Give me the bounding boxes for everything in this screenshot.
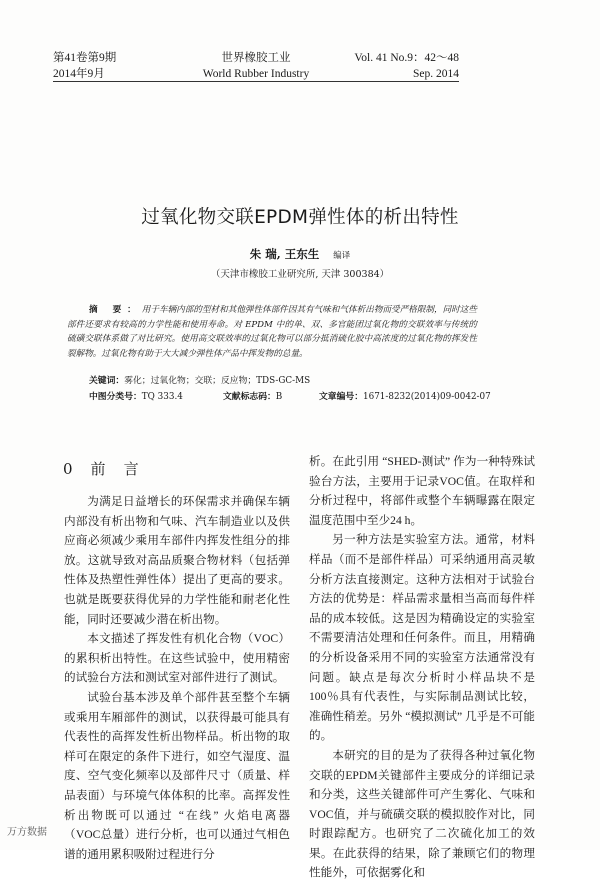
volume-issue-en: Vol. 41 No.9：42～48: [354, 52, 459, 64]
article-no-value: 1671-8232(2014)09-0042-07: [363, 392, 491, 402]
section-title-char-1: 前: [90, 460, 106, 478]
abstract: [67, 303, 477, 361]
keywords-label: 关键词：: [89, 376, 125, 386]
author-names: 朱 瑞, 王东生: [249, 247, 320, 261]
doc-code-label: 文献标志码：: [223, 392, 276, 402]
keywords-text: 雾化；过氧化物；交联；反应物；TDS-GC-MS: [124, 376, 311, 386]
paragraph: 为满足日益增长的环保需求并确保车辆内部没有析出物和气味、汽车制造业以及供应商必须减少乘用车部件内挥发性组分的排放。这就导致对高品质聚合物材料（包括弹性体及热塑性弹性体）提出了更高的要求。也就是既要获得优异的力学性能和耐老化性能，同时还要减少潜在析出物。: [64, 495, 290, 626]
author-affiliation: （天津市橡胶工业研究所, 天津 300384）: [210, 269, 390, 280]
body-column-right: [309, 452, 535, 883]
classification-line: [89, 390, 509, 404]
volume-issue-cn: 第41卷第9期: [53, 52, 117, 64]
issue-date-cn: 2014年9月: [53, 68, 105, 80]
section-heading-introduction: [63, 458, 139, 479]
keywords-line: [89, 374, 310, 388]
clc-value: TQ 333.4: [141, 392, 183, 402]
issue-date-en: Sep. 2014: [413, 68, 459, 80]
article-title: 过氧化物交联EPDM弹性体的析出特性: [141, 207, 459, 228]
author-role: 编译: [333, 251, 351, 261]
journal-name-cn: 世界橡胶工业: [221, 52, 291, 64]
article-authors: [0, 246, 600, 262]
paragraph: 本研究的目的是为了获得各种过氧化物交联的EPDM关键部件主要成分的详细记录和分类，这些关键部件可产生雾化、气味和VOC值，并与硫磺交联的模拟胶作对比，同时跟踪配方。也研究了二次硫化加工的效果。在此获得的结果，除了兼顾它们的物理性能外，可依据雾化和: [309, 748, 535, 880]
watermark-footer: 万方数据: [7, 827, 47, 838]
header-rule: [53, 81, 459, 82]
running-header: [53, 50, 459, 82]
section-title-char-2: 言: [123, 460, 139, 478]
clc-label: 中图分类号：: [89, 392, 142, 402]
paragraph: 试验台基本涉及单个部件甚至整个车辆或乘用车厢部件的测试，以获得最可能具有代表性的高挥发性析出物样品。析出物的取样可在限定的条件下进行，如空气湿度、温度、空气变化频率以及部件尺寸（质量、样品表面）与环境气体体积的比率。高挥发性析出物既可以通过 “在线” 火焰电离器（VOC总量）进行分析，也可以通过气相色谱的通用累积吸附过程进行分: [64, 690, 290, 861]
paragraph: 另一种方法是实验室方法。通常，材料样品（而不是部件样品）可采纳通用高灵敏分析方法直接测定。这种方法相对于试验台方法的优势是：样品需求量相当高而每件样品的成本较低。这是因为精确设定的实验室不需要清洁处理和任何条件。而且，用精确的分析设备采用不同的实验室方法通常没有问题。缺点是每次分析时小样品块不是100％具有代表性，与实际制品测试比较，准确性稍差。另外 “模拟测试” 几乎是不可能的。: [309, 533, 535, 743]
body-column-left: [64, 492, 290, 864]
journal-name-en: World Rubber Industry: [202, 68, 310, 80]
article-no-label: 文章编号：: [319, 392, 363, 402]
abstract-label: 摘 要：: [89, 305, 142, 315]
paragraph: 本文描述了挥发性有机化合物（VOC）的累积析出特性。在这些试验中，使用精密的试验台方法和测试室对部件进行了测试。: [64, 632, 290, 685]
doc-code-value: B: [275, 392, 283, 402]
paragraph-continued: 析。在此引用 “SHED-测试” 作为一种特殊试验台方法，主要用于记录VOC值。在取样和分析过程中，将部件或整个车辆曝露在限定温度范围中至少24 h。: [309, 455, 535, 527]
section-number: 0: [63, 460, 73, 478]
abstract-text: 用于车辆内部的型材和其他弹性体部件因其有气味和气体析出物而受严格限制，同时这些部件还要求有较高的力学性能和使用寿命。对 EPDM 中的单、双、多官能团过氧化物的交联效率与传统的硫磺交联体系做了对比研究。使用高交联效率的过氧化物可以部分抵消硫化胶中高浓度的过氧化物的挥发性裂解物。过氧化物有助于大大减少弹性体产品中挥发物的总量。: [67, 305, 477, 359]
